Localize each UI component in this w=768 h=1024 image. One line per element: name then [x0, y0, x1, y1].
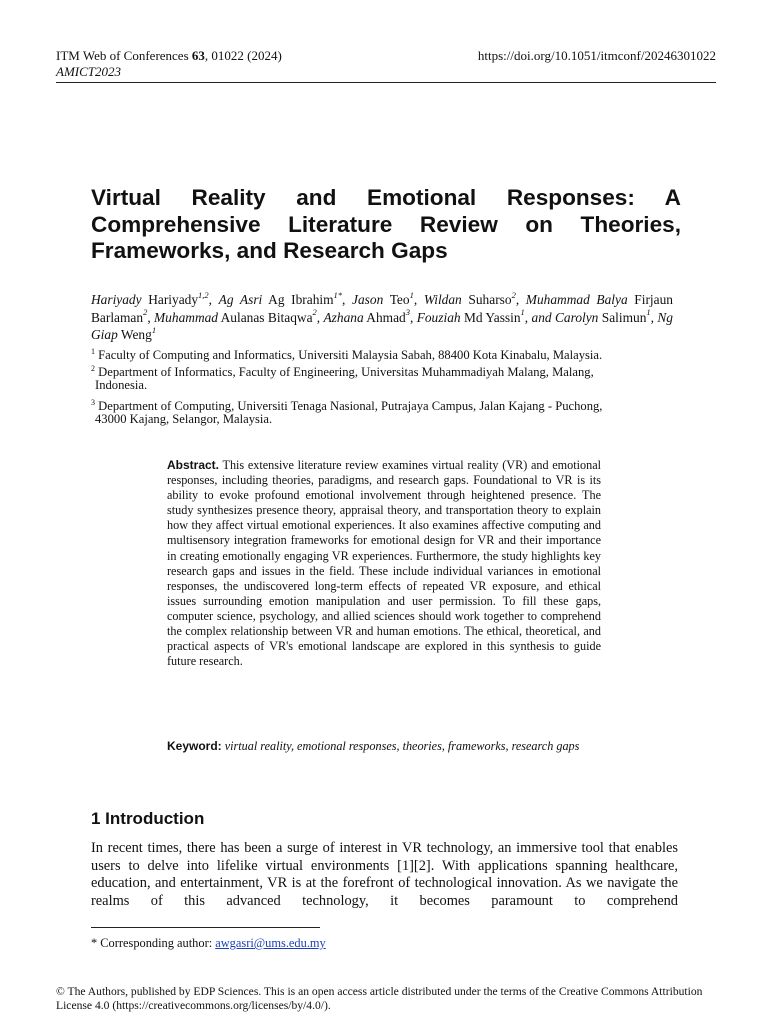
- author-given-name: Muhammad Balya: [525, 292, 628, 307]
- abstract-label: Abstract.: [167, 458, 220, 472]
- license-notice: © The Authors, published by EDP Sciences. This is an open access article distributed under the terms of the Creative Commons Attribution License 4.0 (https://creativecommons.org/licenses/by/4.0/).: [56, 985, 703, 1012]
- keywords: [167, 738, 601, 754]
- conference-name: AMICT2023: [56, 64, 121, 79]
- author-affiliation-marker: 3: [405, 307, 410, 318]
- section-heading-introduction: 1 Introduction: [91, 809, 205, 828]
- author: [352, 289, 414, 307]
- keywords-label: Keyword:: [167, 739, 222, 753]
- volume-number: 63: [191, 48, 205, 63]
- author-affiliation-marker: 2: [511, 289, 516, 300]
- author-family-name: Teo: [389, 292, 410, 307]
- author-given-name: Hariyady: [91, 292, 142, 307]
- author-given-name: Jason: [352, 292, 384, 307]
- author-given-name: Muhammad: [154, 309, 219, 325]
- author-given-name: Fouziah: [416, 309, 461, 325]
- author-affiliation-marker: 1: [646, 307, 651, 318]
- journal-citation: ITM Web of Conferences 63, 01022 (2024): [56, 48, 282, 63]
- introduction-paragraph: In recent times, there has been a surge of interest in VR technology, an immersive tool that enables users to delve into lifelike virtual environments [1][2]. With applications spanning healthcare, education, and entertainment, VR is at the forefront of technological innovation. As we navigate the realms of this advanced technology, it becomes paramount to comprehend: [91, 840, 678, 909]
- affiliation-3: $^3$ Department of Computing, Universiti Tenaga Nasional, Putrajaya Campus, Jalan Kajang - Puchong, 43000 Kajang, Selangor, Malaysia.: [91, 397, 603, 426]
- author-family-name: Hariyady: [148, 292, 199, 307]
- author-given-name: Wildan: [423, 292, 462, 307]
- abstract-text: This extensive literature review examines virtual reality (VR) and emotional responses, including theories, paradigms, and research gaps. Foundational to VR is its ability to evoke profound emotional involvement through heightened presence. The study synthesizes presence theory, appraisal theory, and transportation theory to explain how they affect virtual emotional experiences. It also examines affective computing and multisensory integration frameworks for emotional design for VR and their importance in creating emotionally engaging VR experiences. Furthermore, the study highlights key research gaps and issues in the field. These include individual variances in emotional responses, the undiscovered long-term effects of repeated VR exposure, and ethical issues surrounding emotion manipulation and user permission. To fill these gaps, computer science, psychology, and allied sciences should work together to comprehend the complex relationship between VR and human emotions. The ethical, theoretical, and practical aspects of VR's emotional landscape are explored in this synthesis to guide future research.: [167, 458, 601, 669]
- author: [218, 289, 343, 307]
- author-family-name: Ahmad: [366, 309, 406, 325]
- keywords-text: virtual reality, emotional responses, theories, frameworks, research gaps: [224, 739, 580, 753]
- author-affiliation-marker: 1,2: [198, 289, 209, 300]
- author-affiliation-marker: 1: [409, 289, 414, 300]
- author-family-name: Aulanas Bitaqwa: [220, 309, 313, 325]
- author-family-name: Md Yassin: [463, 309, 521, 325]
- author-family-name: Weng: [120, 327, 152, 342]
- paper-title: Virtual Reality and Emotional Responses: A Comprehensive Literature Review on Theories, Frameworks, and Research Gaps: [91, 185, 681, 263]
- author-given-name: Carolyn: [554, 309, 599, 325]
- corresponding-author-footnote: * Corresponding author: awgasri@ums.edu.my: [91, 936, 326, 950]
- author: [554, 307, 651, 325]
- author-given-name: Ng Giap: [91, 309, 674, 342]
- author-family-name: Firjaun Barlaman: [91, 292, 673, 325]
- author-affiliation-marker: 1: [151, 324, 157, 335]
- abstract: [167, 458, 601, 669]
- author-conjunction: and: [531, 309, 552, 325]
- author-given-name: Ag Asri: [218, 292, 263, 307]
- author: [416, 307, 525, 325]
- author: [423, 289, 516, 307]
- affiliation-2: $^2$ Department of Informatics, Faculty of Engineering, Universitas Muhammadiyah Malang, Malang, Indonesia.: [91, 363, 594, 392]
- affiliation-1: $^1$ Faculty of Computing and Informatics, Universiti Malaysia Sabah, 88400 Kota Kinabalu, Malaysia.: [91, 346, 603, 362]
- author-family-name: Salimun: [601, 309, 647, 325]
- author-list: Hariyady Hariyady$^{1,2}$, Ag Asri Ag Ibrahim$^{1*}$, Jason Teo$^1$, Wildan Suharso$^2$, Muhammad Balya Firjaun Barlaman$^2$, Muhammad Aulanas Bitaqwa$^2$, Azhana Ahmad$^3$, Fouziah Md Yassin$^1$, and Carolyn Salimun$^1$, Ng Giap Weng$^1$: [91, 289, 674, 342]
- author-affiliation-marker: 1*: [333, 289, 343, 300]
- author: [323, 307, 410, 325]
- footnote-divider: [91, 927, 320, 928]
- header-divider: [56, 82, 716, 83]
- corresponding-email-link[interactable]: awgasri@ums.edu.my: [215, 936, 326, 950]
- author-family-name: Suharso: [468, 292, 512, 307]
- author-affiliation-marker: 1: [520, 307, 525, 318]
- author-given-name: Azhana: [323, 309, 364, 325]
- doi-link[interactable]: https://doi.org/10.1051/itmconf/20246301022: [477, 48, 716, 63]
- author-family-name: Ag Ibrahim: [268, 292, 334, 307]
- running-header-left: [56, 48, 282, 80]
- author-affiliation-marker: 2: [143, 307, 148, 318]
- author: [91, 289, 209, 307]
- author-affiliation-marker: 2: [312, 307, 317, 318]
- author: [154, 307, 317, 325]
